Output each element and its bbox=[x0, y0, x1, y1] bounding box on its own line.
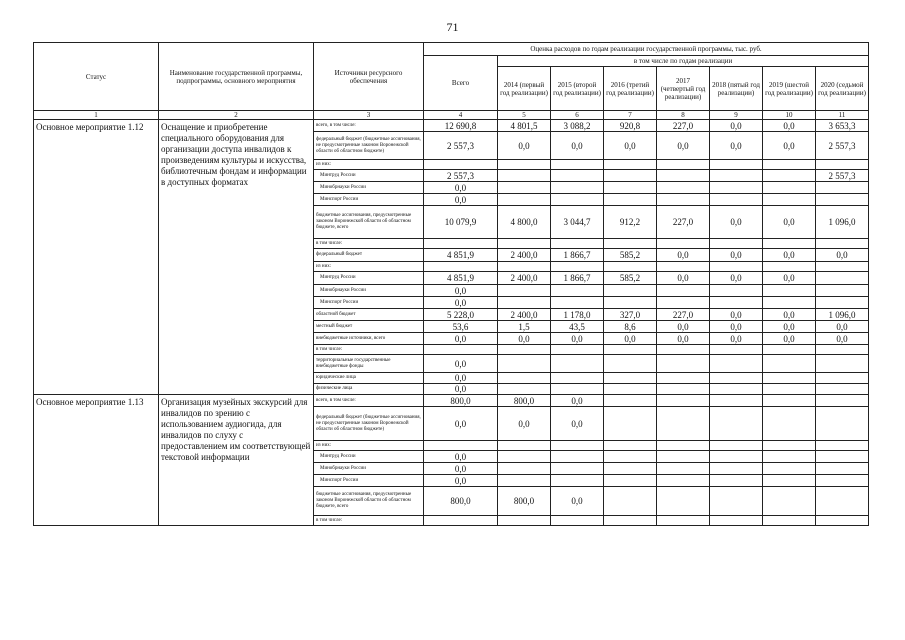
funding-source-cell: Минспорт России bbox=[314, 194, 424, 206]
year-value-cell: 327,0 bbox=[604, 309, 657, 321]
year-value-cell bbox=[604, 516, 657, 526]
funding-source-cell: местный бюджет bbox=[314, 321, 424, 333]
total-value-cell: 12 690,8 bbox=[424, 120, 498, 132]
year-value-cell bbox=[816, 451, 869, 463]
year-value-cell bbox=[816, 441, 869, 451]
year-value-cell bbox=[551, 384, 604, 395]
year-value-cell: 2 400,0 bbox=[498, 272, 551, 285]
year-value-cell bbox=[763, 516, 816, 526]
year-value-cell: 2 400,0 bbox=[498, 249, 551, 262]
total-value-cell: 0,0 bbox=[424, 407, 498, 441]
header-year: 2017 (четвертый год реализации) bbox=[657, 67, 710, 111]
year-value-cell bbox=[498, 194, 551, 206]
year-value-cell bbox=[763, 395, 816, 407]
year-value-cell: 0,0 bbox=[763, 120, 816, 132]
header-year: 2015 (второй год реализации) bbox=[551, 67, 604, 111]
year-value-cell bbox=[604, 262, 657, 272]
year-value-cell: 0,0 bbox=[498, 407, 551, 441]
year-value-cell bbox=[498, 239, 551, 249]
total-value-cell: 2 557,3 bbox=[424, 132, 498, 160]
year-value-cell bbox=[604, 475, 657, 487]
year-value-cell bbox=[498, 262, 551, 272]
year-value-cell bbox=[551, 297, 604, 309]
year-value-cell bbox=[816, 395, 869, 407]
year-value-cell bbox=[710, 160, 763, 170]
total-value-cell bbox=[424, 345, 498, 355]
year-value-cell bbox=[551, 516, 604, 526]
year-value-cell bbox=[604, 239, 657, 249]
year-value-cell: 0,0 bbox=[604, 132, 657, 160]
total-value-cell: 0,0 bbox=[424, 384, 498, 395]
total-value-cell: 0,0 bbox=[424, 451, 498, 463]
year-value-cell bbox=[498, 160, 551, 170]
total-value-cell: 0,0 bbox=[424, 373, 498, 384]
year-value-cell bbox=[604, 160, 657, 170]
year-value-cell bbox=[657, 407, 710, 441]
year-value-cell bbox=[763, 170, 816, 182]
year-value-cell: 0,0 bbox=[551, 132, 604, 160]
year-value-cell bbox=[551, 441, 604, 451]
year-value-cell bbox=[816, 285, 869, 297]
year-value-cell: 227,0 bbox=[657, 309, 710, 321]
year-value-cell bbox=[763, 239, 816, 249]
page-number: 71 bbox=[446, 20, 459, 34]
column-number: 5 bbox=[498, 111, 551, 120]
total-value-cell bbox=[424, 516, 498, 526]
year-value-cell bbox=[657, 487, 710, 516]
funding-source-cell: Минтруд России bbox=[314, 272, 424, 285]
year-value-cell bbox=[551, 345, 604, 355]
year-value-cell bbox=[710, 441, 763, 451]
year-value-cell bbox=[657, 463, 710, 475]
year-value-cell bbox=[763, 285, 816, 297]
header-source: Источники ресурсного обеспечения bbox=[314, 43, 424, 111]
funding-source-cell: из них: bbox=[314, 160, 424, 170]
year-value-cell: 0,0 bbox=[816, 333, 869, 345]
year-value-cell: 0,0 bbox=[551, 395, 604, 407]
total-value-cell: 4 851,9 bbox=[424, 272, 498, 285]
funding-source-cell: федеральный бюджет (бюджетные ассигнования, не предусмотренные законом Воронежской области об областном бюджете) bbox=[314, 407, 424, 441]
year-value-cell bbox=[816, 160, 869, 170]
year-value-cell bbox=[604, 285, 657, 297]
year-value-cell bbox=[710, 395, 763, 407]
year-value-cell: 920,8 bbox=[604, 120, 657, 132]
year-value-cell bbox=[763, 373, 816, 384]
year-value-cell bbox=[710, 345, 763, 355]
year-value-cell bbox=[763, 384, 816, 395]
year-value-cell bbox=[657, 451, 710, 463]
year-value-cell bbox=[657, 355, 710, 373]
year-value-cell: 0,0 bbox=[710, 321, 763, 333]
year-value-cell bbox=[710, 384, 763, 395]
year-value-cell: 0,0 bbox=[710, 249, 763, 262]
year-value-cell bbox=[657, 516, 710, 526]
year-value-cell bbox=[710, 407, 763, 441]
total-value-cell bbox=[424, 262, 498, 272]
year-value-cell: 0,0 bbox=[710, 120, 763, 132]
year-value-cell: 800,0 bbox=[498, 395, 551, 407]
year-value-cell bbox=[710, 262, 763, 272]
year-value-cell: 3 653,3 bbox=[816, 120, 869, 132]
year-value-cell: 0,0 bbox=[710, 333, 763, 345]
year-value-cell bbox=[657, 182, 710, 194]
year-value-cell: 585,2 bbox=[604, 249, 657, 262]
year-value-cell bbox=[498, 182, 551, 194]
column-numbers-row bbox=[34, 111, 869, 120]
year-value-cell bbox=[710, 373, 763, 384]
year-value-cell: 912,2 bbox=[604, 206, 657, 239]
funding-source-cell: в том числе: bbox=[314, 239, 424, 249]
year-value-cell: 0,0 bbox=[763, 272, 816, 285]
year-value-cell: 585,2 bbox=[604, 272, 657, 285]
funding-source-cell: федеральный бюджет bbox=[314, 249, 424, 262]
total-value-cell: 800,0 bbox=[424, 395, 498, 407]
year-value-cell: 0,0 bbox=[498, 132, 551, 160]
column-number: 10 bbox=[763, 111, 816, 120]
year-value-cell: 227,0 bbox=[657, 120, 710, 132]
year-value-cell bbox=[763, 182, 816, 194]
year-value-cell bbox=[604, 355, 657, 373]
year-value-cell bbox=[498, 170, 551, 182]
year-value-cell: 0,0 bbox=[763, 206, 816, 239]
funding-source-cell: всего, в том числе: bbox=[314, 120, 424, 132]
year-value-cell bbox=[816, 475, 869, 487]
total-value-cell bbox=[424, 239, 498, 249]
year-value-cell: 1,5 bbox=[498, 321, 551, 333]
year-value-cell: 4 800,0 bbox=[498, 206, 551, 239]
year-value-cell bbox=[604, 463, 657, 475]
year-value-cell bbox=[551, 160, 604, 170]
year-value-cell: 8,6 bbox=[604, 321, 657, 333]
year-value-cell: 0,0 bbox=[657, 272, 710, 285]
funding-source-cell: из них: bbox=[314, 262, 424, 272]
year-value-cell bbox=[710, 451, 763, 463]
year-value-cell: 0,0 bbox=[816, 321, 869, 333]
table-row bbox=[34, 120, 869, 132]
year-value-cell bbox=[551, 463, 604, 475]
header-total: Всего bbox=[424, 56, 498, 111]
year-value-cell bbox=[816, 516, 869, 526]
funding-source-cell: федеральный бюджет (бюджетные ассигнования, не предусмотренные законом Воронежской области об областном бюджете) bbox=[314, 132, 424, 160]
year-value-cell bbox=[498, 285, 551, 297]
total-value-cell: 53,6 bbox=[424, 321, 498, 333]
year-value-cell bbox=[657, 170, 710, 182]
year-value-cell bbox=[763, 441, 816, 451]
header-name: Наименование государственной программы, подпрограммы, основного мероприятия bbox=[159, 43, 314, 111]
budget-table bbox=[33, 42, 869, 526]
year-value-cell bbox=[657, 475, 710, 487]
funding-source-cell: Минспорт России bbox=[314, 297, 424, 309]
year-value-cell bbox=[710, 355, 763, 373]
table-body bbox=[34, 120, 869, 526]
year-value-cell bbox=[763, 487, 816, 516]
year-value-cell: 0,0 bbox=[657, 321, 710, 333]
year-value-cell bbox=[710, 170, 763, 182]
funding-source-cell: Минтруд России bbox=[314, 451, 424, 463]
year-value-cell: 0,0 bbox=[763, 321, 816, 333]
year-value-cell: 0,0 bbox=[710, 309, 763, 321]
total-value-cell: 10 079,9 bbox=[424, 206, 498, 239]
total-value-cell: 0,0 bbox=[424, 355, 498, 373]
year-value-cell bbox=[498, 516, 551, 526]
year-value-cell bbox=[816, 373, 869, 384]
year-value-cell bbox=[710, 463, 763, 475]
funding-source-cell: всего, в том числе: bbox=[314, 395, 424, 407]
funding-source-cell: Минспорт России bbox=[314, 475, 424, 487]
column-number: 8 bbox=[657, 111, 710, 120]
total-value-cell: 0,0 bbox=[424, 297, 498, 309]
funding-source-cell: внебюджетные источники, всего bbox=[314, 333, 424, 345]
year-value-cell bbox=[816, 407, 869, 441]
year-value-cell bbox=[816, 355, 869, 373]
year-value-cell bbox=[657, 395, 710, 407]
year-value-cell bbox=[604, 487, 657, 516]
funding-source-cell: в том числе: bbox=[314, 516, 424, 526]
funding-source-cell: Минобрнауки России bbox=[314, 285, 424, 297]
year-value-cell: 1 096,0 bbox=[816, 309, 869, 321]
year-value-cell bbox=[657, 345, 710, 355]
funding-source-cell: Минтруд России bbox=[314, 170, 424, 182]
funding-source-cell: областной бюджет bbox=[314, 309, 424, 321]
year-value-cell bbox=[763, 194, 816, 206]
year-value-cell bbox=[763, 160, 816, 170]
header-estimate: Оценка расходов по годам реализации государственной программы, тыс. руб. bbox=[424, 43, 869, 56]
year-value-cell bbox=[551, 170, 604, 182]
year-value-cell bbox=[498, 463, 551, 475]
year-value-cell: 2 557,3 bbox=[816, 132, 869, 160]
year-value-cell: 0,0 bbox=[710, 132, 763, 160]
year-value-cell: 0,0 bbox=[551, 487, 604, 516]
year-value-cell bbox=[657, 384, 710, 395]
year-value-cell: 0,0 bbox=[763, 333, 816, 345]
total-value-cell: 0,0 bbox=[424, 194, 498, 206]
header-year: 2014 (первый год реализации) bbox=[498, 67, 551, 111]
funding-source-cell: территориальные государственные внебюджетные фонды bbox=[314, 355, 424, 373]
year-value-cell bbox=[657, 297, 710, 309]
year-value-cell bbox=[551, 239, 604, 249]
year-value-cell bbox=[657, 194, 710, 206]
year-value-cell bbox=[763, 407, 816, 441]
year-value-cell bbox=[816, 272, 869, 285]
year-value-cell bbox=[657, 285, 710, 297]
year-value-cell: 0,0 bbox=[551, 407, 604, 441]
year-value-cell bbox=[816, 384, 869, 395]
header-status: Статус bbox=[34, 43, 159, 111]
year-value-cell bbox=[604, 407, 657, 441]
table-header bbox=[34, 43, 869, 120]
total-value-cell: 5 228,0 bbox=[424, 309, 498, 321]
total-value-cell: 0,0 bbox=[424, 333, 498, 345]
year-value-cell: 0,0 bbox=[657, 249, 710, 262]
year-value-cell: 0,0 bbox=[498, 333, 551, 345]
year-value-cell bbox=[710, 487, 763, 516]
year-value-cell bbox=[551, 194, 604, 206]
column-number: 2 bbox=[159, 111, 314, 120]
funding-source-cell: бюджетные ассигнования, предусмотренные законом Воронежской области об областном бюджете, всего bbox=[314, 487, 424, 516]
year-value-cell bbox=[763, 463, 816, 475]
funding-source-cell: юридические лица bbox=[314, 373, 424, 384]
year-value-cell: 2 400,0 bbox=[498, 309, 551, 321]
year-value-cell bbox=[657, 239, 710, 249]
status-cell: Основное мероприятие 1.12 bbox=[34, 120, 159, 395]
year-value-cell: 0,0 bbox=[710, 206, 763, 239]
year-value-cell bbox=[551, 182, 604, 194]
year-value-cell bbox=[498, 475, 551, 487]
year-value-cell: 227,0 bbox=[657, 206, 710, 239]
total-value-cell: 0,0 bbox=[424, 475, 498, 487]
total-value-cell bbox=[424, 441, 498, 451]
funding-source-cell: в том числе: bbox=[314, 345, 424, 355]
header-year: 2018 (пятый год реализации) bbox=[710, 67, 763, 111]
year-value-cell bbox=[604, 441, 657, 451]
year-value-cell bbox=[498, 345, 551, 355]
total-value-cell: 0,0 bbox=[424, 463, 498, 475]
column-number: 7 bbox=[604, 111, 657, 120]
year-value-cell bbox=[816, 182, 869, 194]
year-value-cell: 0,0 bbox=[710, 272, 763, 285]
year-value-cell bbox=[763, 262, 816, 272]
year-value-cell bbox=[551, 285, 604, 297]
year-value-cell bbox=[657, 262, 710, 272]
year-value-cell bbox=[604, 451, 657, 463]
year-value-cell bbox=[816, 487, 869, 516]
year-value-cell bbox=[551, 475, 604, 487]
column-number: 1 bbox=[34, 111, 159, 120]
year-value-cell bbox=[657, 160, 710, 170]
year-value-cell bbox=[710, 297, 763, 309]
year-value-cell bbox=[763, 297, 816, 309]
year-value-cell bbox=[816, 463, 869, 475]
year-value-cell bbox=[498, 384, 551, 395]
year-value-cell: 43,5 bbox=[551, 321, 604, 333]
year-value-cell bbox=[604, 373, 657, 384]
year-value-cell bbox=[551, 262, 604, 272]
year-value-cell bbox=[604, 170, 657, 182]
year-value-cell bbox=[498, 355, 551, 373]
activity-name-cell: Оснащение и приобретение специального оборудования для организации доступа инвалидов к произведениям культуры и искусства, библиотечным фондам и информации в доступных форматах bbox=[159, 120, 314, 395]
year-value-cell bbox=[816, 297, 869, 309]
year-value-cell bbox=[657, 441, 710, 451]
year-value-cell: 2 557,3 bbox=[816, 170, 869, 182]
year-value-cell bbox=[604, 395, 657, 407]
header-by-years: в том числе по годам реализации bbox=[498, 56, 869, 67]
year-value-cell bbox=[551, 355, 604, 373]
year-value-cell: 1 178,0 bbox=[551, 309, 604, 321]
funding-source-cell: бюджетные ассигнования, предусмотренные законом Воронежской области об областном бюджете, всего bbox=[314, 206, 424, 239]
year-value-cell bbox=[498, 441, 551, 451]
year-value-cell bbox=[816, 194, 869, 206]
year-value-cell bbox=[551, 373, 604, 384]
total-value-cell: 800,0 bbox=[424, 487, 498, 516]
funding-source-cell: физические лица bbox=[314, 384, 424, 395]
column-number: 11 bbox=[816, 111, 869, 120]
year-value-cell bbox=[763, 475, 816, 487]
year-value-cell bbox=[551, 451, 604, 463]
year-value-cell bbox=[498, 451, 551, 463]
year-value-cell: 1 866,7 bbox=[551, 249, 604, 262]
year-value-cell bbox=[710, 475, 763, 487]
year-value-cell: 3 044,7 bbox=[551, 206, 604, 239]
year-value-cell bbox=[710, 516, 763, 526]
year-value-cell bbox=[763, 345, 816, 355]
year-value-cell: 0,0 bbox=[816, 249, 869, 262]
total-value-cell bbox=[424, 160, 498, 170]
status-cell: Основное мероприятие 1.13 bbox=[34, 395, 159, 526]
year-value-cell bbox=[604, 182, 657, 194]
header-year: 2019 (шестой год реализации) bbox=[763, 67, 816, 111]
total-value-cell: 0,0 bbox=[424, 285, 498, 297]
year-value-cell bbox=[763, 355, 816, 373]
year-value-cell: 1 866,7 bbox=[551, 272, 604, 285]
year-value-cell bbox=[710, 194, 763, 206]
year-value-cell: 800,0 bbox=[498, 487, 551, 516]
funding-source-cell: Минобрнауки России bbox=[314, 182, 424, 194]
year-value-cell: 0,0 bbox=[604, 333, 657, 345]
year-value-cell bbox=[710, 182, 763, 194]
year-value-cell: 0,0 bbox=[551, 333, 604, 345]
column-number: 3 bbox=[314, 111, 424, 120]
year-value-cell bbox=[816, 239, 869, 249]
column-number: 4 bbox=[424, 111, 498, 120]
year-value-cell: 3 088,2 bbox=[551, 120, 604, 132]
year-value-cell bbox=[604, 345, 657, 355]
year-value-cell bbox=[710, 239, 763, 249]
funding-source-cell: из них: bbox=[314, 441, 424, 451]
year-value-cell bbox=[604, 297, 657, 309]
year-value-cell bbox=[763, 451, 816, 463]
year-value-cell bbox=[498, 373, 551, 384]
total-value-cell: 0,0 bbox=[424, 182, 498, 194]
year-value-cell bbox=[816, 262, 869, 272]
total-value-cell: 4 851,9 bbox=[424, 249, 498, 262]
year-value-cell: 0,0 bbox=[657, 132, 710, 160]
year-value-cell bbox=[604, 384, 657, 395]
activity-name-cell: Организация музейных экскурсий для инвалидов по зрению с использованием аудиогида, для инвалидов по слуху с предоставлением им соответствующей текстовой информации bbox=[159, 395, 314, 526]
year-value-cell: 0,0 bbox=[763, 249, 816, 262]
year-value-cell bbox=[604, 194, 657, 206]
year-value-cell: 0,0 bbox=[763, 132, 816, 160]
year-value-cell: 1 096,0 bbox=[816, 206, 869, 239]
column-number: 9 bbox=[710, 111, 763, 120]
total-value-cell: 2 557,3 bbox=[424, 170, 498, 182]
year-value-cell: 0,0 bbox=[763, 309, 816, 321]
year-value-cell bbox=[710, 285, 763, 297]
column-number: 6 bbox=[551, 111, 604, 120]
funding-source-cell: Минобрнауки России bbox=[314, 463, 424, 475]
year-value-cell bbox=[657, 373, 710, 384]
year-value-cell bbox=[498, 297, 551, 309]
header-year: 2020 (седьмой год реализации) bbox=[816, 67, 869, 111]
header-year: 2016 (третий год реализации) bbox=[604, 67, 657, 111]
table-row bbox=[34, 395, 869, 407]
year-value-cell: 4 801,5 bbox=[498, 120, 551, 132]
year-value-cell: 0,0 bbox=[657, 333, 710, 345]
year-value-cell bbox=[816, 345, 869, 355]
